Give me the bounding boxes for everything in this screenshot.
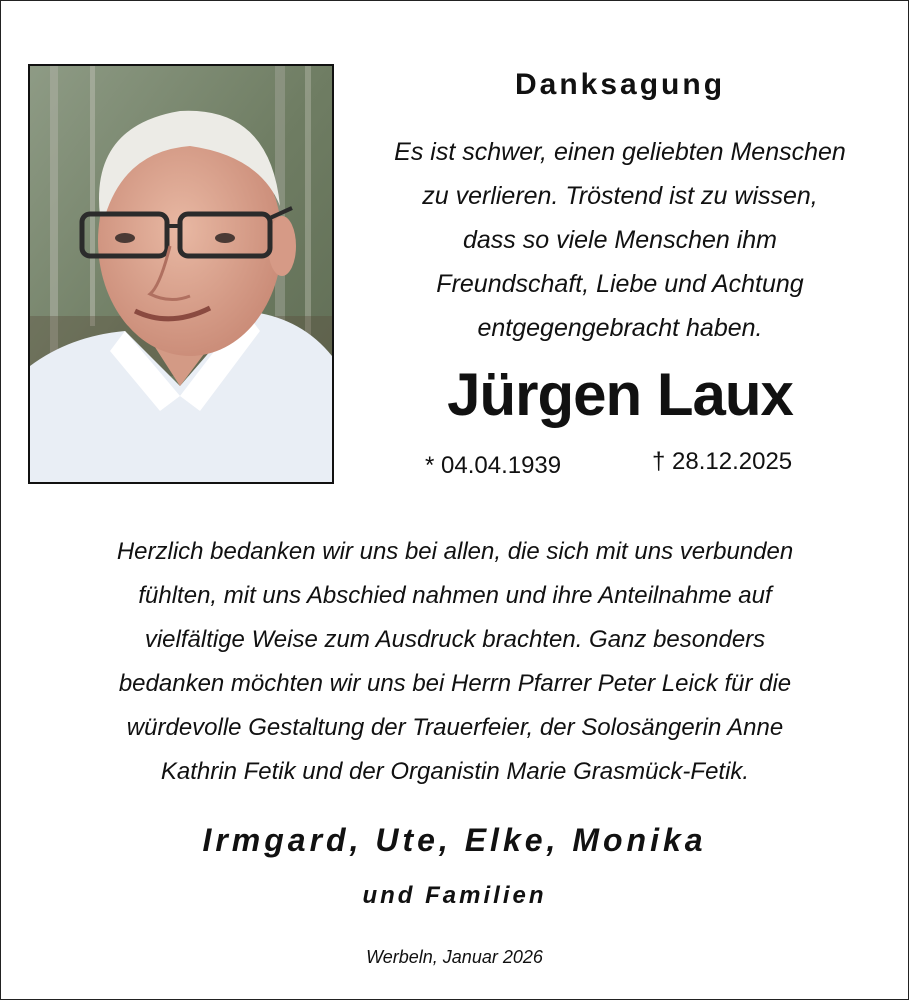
birth-date: * 04.04.1939 (425, 452, 562, 479)
poem-line: Es ist schwer, einen geliebten Menschen (394, 138, 846, 166)
thanks-line: würdevolle Gestaltung der Trauerfeier, der Solosängerin Anne (126, 714, 784, 741)
poem (350, 130, 890, 350)
thanks-line: vielfältige Weise zum Ausdruck brachten. Ganz besonders (144, 626, 766, 653)
thanks-line: bedanken möchten wir uns bei Herrn Pfarrer Peter Leick für die (118, 670, 792, 697)
families-line: und Familien (362, 882, 547, 909)
poem-line: entgegengebracht haben. (477, 314, 763, 342)
poem-line: Freundschaft, Liebe und Achtung (436, 270, 804, 298)
poem-line: dass so viele Menschen ihm (462, 226, 778, 254)
thanks-line: fühlten, mit uns Abschied nahmen und ihre Anteilnahme auf (138, 582, 772, 609)
deceased-name: Jürgen Laux (447, 361, 793, 428)
thanks-line: Kathrin Fetik und der Organistin Marie Grasmück-Fetik. (160, 758, 750, 785)
thanks-line: Herzlich bedanken wir uns bei allen, die sich mit uns verbunden (116, 538, 794, 565)
poem-line: zu verlieren. Tröstend ist zu wissen, (422, 182, 818, 210)
death-date: † 28.12.2025 (652, 448, 793, 475)
thanks-text (20, 530, 890, 794)
place-date: Werbeln, Januar 2026 (366, 947, 543, 967)
notice-heading: Danksagung (514, 68, 726, 101)
portrait-photo (28, 64, 334, 484)
signers: Irmgard, Ute, Elke, Monika (202, 822, 707, 858)
